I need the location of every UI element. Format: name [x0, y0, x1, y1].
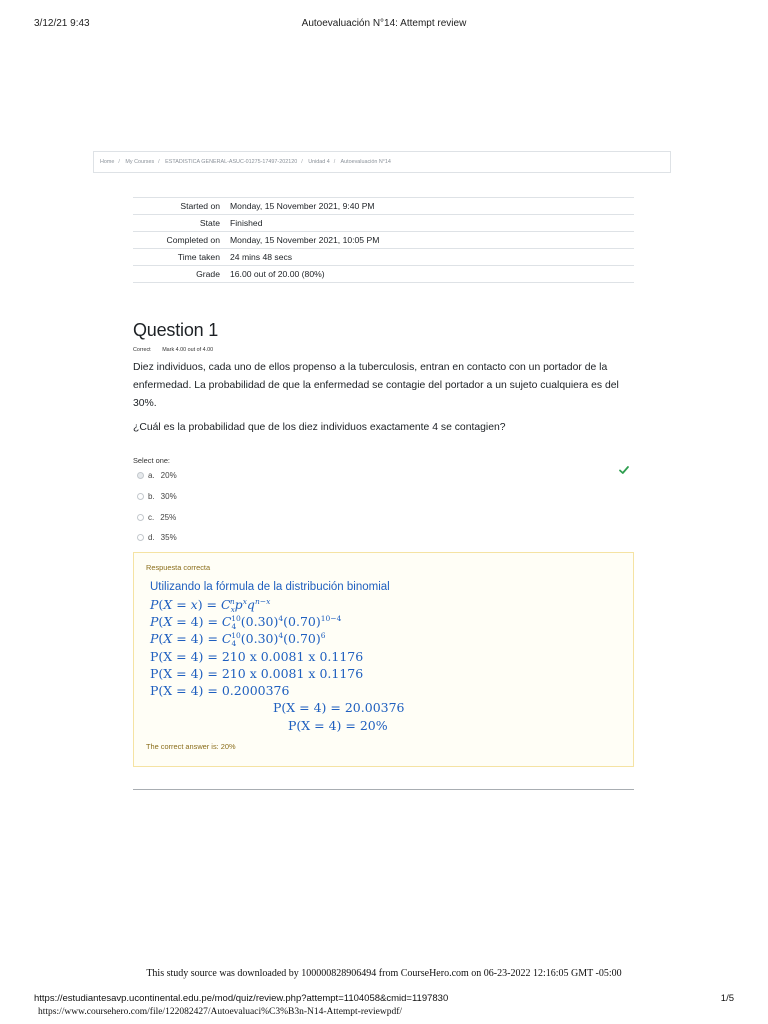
question-meta [133, 347, 223, 353]
summary-label: Completed on [133, 232, 228, 249]
check-icon [618, 464, 630, 476]
option-a[interactable] [137, 470, 177, 482]
summary-row-started [133, 198, 634, 215]
attempt-summary-table [133, 197, 634, 283]
summary-label: Time taken [133, 249, 228, 266]
summary-row-state [133, 215, 634, 232]
option-letter: b. [148, 492, 155, 501]
breadcrumb-home[interactable]: Home [100, 159, 115, 165]
print-header [0, 18, 768, 34]
print-datetime: 3/12/21 9:43 [34, 18, 90, 29]
option-b[interactable] [137, 491, 177, 503]
summary-value: 16.00 out of 20.00 (80%) [228, 266, 634, 283]
question-ask: ¿Cuál es la probabilidad que de los diez individuos exactamente 4 se contagien? [133, 422, 506, 433]
radio-icon[interactable] [137, 493, 144, 500]
summary-label: State [133, 215, 228, 232]
option-c[interactable] [137, 512, 176, 524]
summary-label: Grade [133, 266, 228, 283]
formula-line: P(X = 4) = 20.00376 [273, 700, 405, 715]
option-text: 35% [160, 533, 177, 542]
question-title: Question 1 [133, 320, 219, 340]
question-mark: Mark 4.00 out of 4.00 [162, 347, 214, 353]
correct-answer: The correct answer is: 20% [146, 742, 236, 751]
summary-row-completed [133, 232, 634, 249]
summary-value: Finished [228, 215, 634, 232]
formula-line: P(X = 4) = 210 x 0.0081 x 0.1176 [150, 649, 364, 664]
option-text: 25% [160, 513, 177, 522]
select-one-label: Select one: [133, 456, 170, 465]
formula-line: P(X = 4) = 0.2000376 [150, 683, 290, 698]
print-title: Autoevaluación N°14: Attempt review [301, 18, 467, 29]
option-d[interactable] [137, 532, 177, 544]
summary-value: Monday, 15 November 2021, 9:40 PM [228, 198, 634, 215]
question-status: Correct [133, 347, 151, 353]
summary-value: 24 mins 48 secs [228, 249, 634, 266]
option-letter: d. [148, 533, 155, 542]
formula-line: P(X = 4) = 210 x 0.0081 x 0.1176 [150, 666, 364, 681]
feedback-label: Respuesta correcta [146, 563, 211, 572]
option-text: 20% [160, 471, 177, 480]
option-text: 30% [160, 492, 177, 501]
page-url[interactable]: https://estudiantesavp.ucontinental.edu.pe/mod/quiz/review.php?attempt=1104058&cmid=1197830 [34, 993, 449, 1004]
summary-row-grade [133, 266, 634, 283]
radio-icon[interactable] [137, 514, 144, 521]
formula-line: P(X = 4) = 20% [288, 718, 388, 733]
radio-icon[interactable] [137, 534, 144, 541]
summary-value: Monday, 15 November 2021, 10:05 PM [228, 232, 634, 249]
formula-line: $P(X = x) = C_x^np^xq^{n-x}$ [150, 597, 271, 615]
formula-line: $P(X = 4) = C_4^{10}(0.30)^4(0.70)^{10-4}$ [150, 614, 342, 632]
summary-label: Started on [133, 198, 228, 215]
radio-checked-icon[interactable] [137, 472, 144, 479]
coursehero-url[interactable]: https://www.coursehero.com/file/122082427/Autoevaluaci%C3%B3n-N14-Attempt-reviewpdf/ [38, 1007, 402, 1017]
summary-row-time [133, 249, 634, 266]
formula-line: $P(X = 4) = C_4^{10}(0.30)^4(0.70)^6$ [150, 631, 326, 649]
divider [133, 789, 634, 790]
option-letter: a. [148, 471, 155, 480]
option-letter: c. [148, 513, 155, 522]
feedback-intro: Utilizando la fórmula de la distribución binomial [150, 581, 390, 593]
breadcrumb: Home / My Courses / ESTADISTICA GENERAL-ASUC-01275-17497-202120 / Unidad 4 / Autoevaluación N°14 [93, 151, 671, 173]
breadcrumb-my-courses[interactable]: My Courses [125, 159, 155, 165]
breadcrumb-quiz[interactable]: Autoevaluación N°14 [340, 159, 391, 165]
question-text: Diez individuos, cada uno de ellos propenso a la tuberculosis, entran en contacto con un portador de la enfermedad. La probabilidad de que la enfermedad se contagie del portador a un sujeto cualquiera es del 30%. [133, 362, 619, 409]
page-number: 1/5 [720, 993, 734, 1004]
breadcrumb-course[interactable]: ESTADISTICA GENERAL-ASUC-01275-17497-202120 [165, 159, 298, 165]
breadcrumb-unit[interactable]: Unidad 4 [308, 159, 330, 165]
download-note: This study source was downloaded by 100000828906494 from CourseHero.com on 06-23-2022 12:16:05 GMT -05:00 [146, 968, 622, 979]
